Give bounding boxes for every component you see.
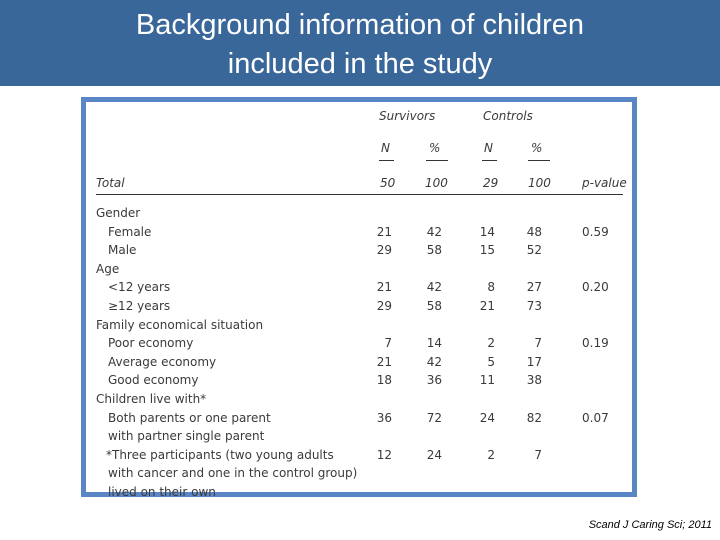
cell-n2: 2 [487, 448, 495, 462]
row-label: Female [108, 225, 152, 239]
cell-n1: 29 [376, 299, 392, 313]
cell-n2: 8 [487, 280, 495, 294]
cell-pct2: 27 [526, 280, 542, 294]
row-label: *Three participants (two young adults [106, 448, 334, 462]
row-label: ≥12 years [108, 299, 171, 313]
cell-n1: 36 [376, 411, 392, 425]
cell-n1: 12 [376, 448, 392, 462]
total-survivors-n: 50 [380, 176, 396, 190]
row-label: Children live with* [96, 392, 207, 406]
cell-n1: 29 [376, 243, 392, 257]
cell-pct2: 38 [526, 373, 542, 387]
cell-pct2: 73 [526, 299, 542, 313]
cell-pct2: 48 [526, 225, 542, 239]
cell-pct2: 52 [526, 243, 542, 257]
citation: Scand J Caring Sci; 2011 [588, 519, 712, 531]
row-label: Good economy [108, 373, 199, 387]
row-label: Poor economy [108, 336, 194, 350]
underline-survivors-pct [426, 160, 448, 161]
group-header-survivors: Survivors [379, 109, 436, 123]
col-header-controls-n: N [484, 141, 493, 155]
cell-n1: 21 [376, 225, 392, 239]
row-label: with partner single parent [108, 429, 265, 443]
row-label: Male [108, 243, 137, 257]
header-rule [96, 194, 623, 195]
cell-pct2: 82 [526, 411, 542, 425]
cell-n1: 7 [384, 336, 392, 350]
row-label: Family economical situation [96, 318, 264, 332]
row-label: Age [96, 262, 120, 276]
cell-pct1: 14 [426, 336, 442, 350]
row-label: with cancer and one in the control group) [108, 466, 358, 480]
cell-p-value: 0.59 [582, 225, 609, 239]
cell-n2: 24 [479, 411, 495, 425]
cell-pct1: 42 [426, 355, 442, 369]
row-label: Average economy [108, 355, 217, 369]
cell-pct1: 42 [426, 280, 442, 294]
cell-n2: 21 [479, 299, 495, 313]
cell-n2: 5 [487, 355, 495, 369]
underline-controls-n [482, 160, 497, 161]
row-label: Gender [96, 206, 141, 220]
row-label: Both parents or one parent [108, 411, 271, 425]
title-bar [0, 0, 720, 86]
group-header-controls: Controls [483, 109, 533, 123]
total-label: Total [96, 176, 125, 190]
cell-pct1: 72 [426, 411, 442, 425]
col-header-controls-pct: % [531, 141, 543, 155]
underline-controls-pct [528, 160, 550, 161]
cell-n1: 21 [376, 355, 392, 369]
demographics-table [86, 102, 632, 499]
cell-n2: 14 [479, 225, 495, 239]
cell-p-value: 0.19 [582, 336, 609, 350]
cell-pct2: 7 [534, 448, 542, 462]
cell-pct2: 17 [526, 355, 542, 369]
cell-pct2: 7 [534, 336, 542, 350]
cell-n1: 21 [376, 280, 392, 294]
total-controls-n: 29 [483, 176, 499, 190]
total-controls-pct: 100 [528, 176, 551, 190]
row-label: <12 years [108, 280, 171, 294]
col-header-survivors-n: N [381, 141, 390, 155]
cell-n2: 2 [487, 336, 495, 350]
table-frame [81, 97, 637, 497]
underline-survivors-n [379, 160, 394, 161]
slide-title [0, 6, 720, 84]
cell-n2: 11 [479, 373, 495, 387]
cell-pct1: 36 [426, 373, 442, 387]
cell-p-value: 0.07 [582, 411, 609, 425]
cell-pct1: 24 [426, 448, 442, 462]
cell-p-value: 0.20 [582, 280, 609, 294]
cell-n2: 15 [479, 243, 495, 257]
total-p-value-header: p-value [582, 176, 627, 190]
total-survivors-pct: 100 [425, 176, 448, 190]
row-label: lived on their own [108, 485, 216, 499]
cell-pct1: 58 [426, 299, 442, 313]
title-line-1: Background information of children [135, 9, 585, 41]
cell-pct1: 42 [426, 225, 442, 239]
title-line-2: included in the study [227, 48, 493, 80]
col-header-survivors-pct: % [429, 141, 441, 155]
cell-n1: 18 [376, 373, 392, 387]
cell-pct1: 58 [426, 243, 442, 257]
